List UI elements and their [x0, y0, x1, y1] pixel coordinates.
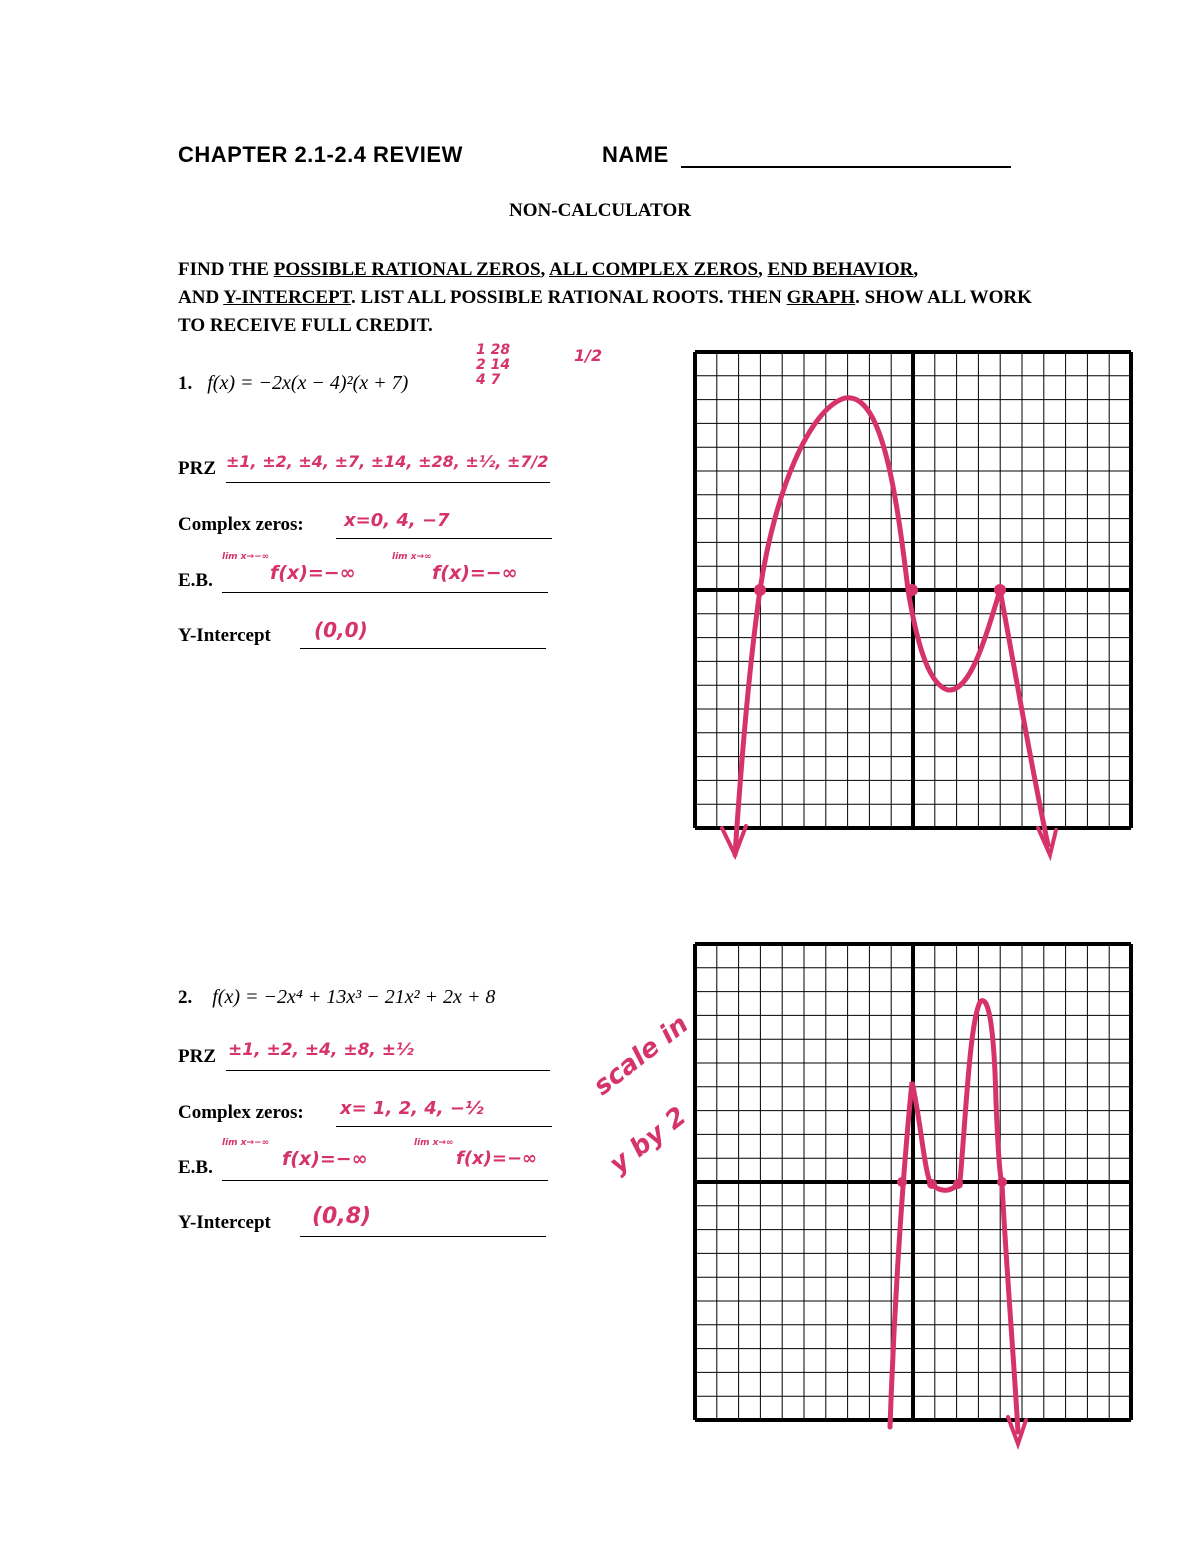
- yint-label-1: Y-Intercept: [178, 625, 271, 646]
- keyword-all-complex-zeros: ALL COMPLEX ZEROS: [548, 259, 759, 280]
- eb-lim-right-1: lim x→∞: [392, 552, 432, 562]
- zeros-answer-1[interactable]: x=0, 4, −7: [344, 510, 450, 531]
- eb-label-1: E.B.: [178, 570, 213, 591]
- zeros-label-1: Complex zeros:: [178, 514, 304, 535]
- zero-point-0: [906, 584, 918, 596]
- grid-2: [695, 944, 1131, 1420]
- zeros-answer-2[interactable]: x= 1, 2, 4, −½: [340, 1098, 484, 1119]
- keyword-y-intercept: Y-INTERCEPT: [223, 287, 351, 308]
- eb-line-1: [222, 592, 548, 593]
- prz-label-1: PRZ: [178, 458, 216, 479]
- problem-2-equation: 2. f(x) = −2x⁴ + 13x³ − 21x² + 2x + 8: [178, 986, 496, 1008]
- zero-point-neg7: [754, 584, 766, 596]
- keyword-end-behavior: END BEHAVIOR: [767, 259, 914, 280]
- prz-line-1: [226, 482, 550, 483]
- name-label: NAME: [602, 142, 669, 167]
- yint-line-2: [300, 1236, 546, 1237]
- eb-answer-left-2[interactable]: f(x)=−∞: [282, 1148, 368, 1170]
- zero-point-4b: [997, 1177, 1007, 1187]
- worksheet-title: CHAPTER 2.1-2.4 REVIEW: [178, 142, 463, 167]
- prz-answer-1[interactable]: ±1, ±2, ±4, ±7, ±14, ±28, ±½, ±7/2: [226, 452, 549, 471]
- zeros-line-2: [336, 1126, 552, 1127]
- yint-line-1: [300, 648, 546, 649]
- keyword-possible-rational-zeros: POSSIBLE RATIONAL ZEROS: [273, 259, 541, 280]
- curve-2: [890, 1001, 1018, 1432]
- prz-line-2: [226, 1070, 550, 1071]
- factor-notes-1: 1 28 2 14 4 7: [476, 342, 511, 388]
- side-note-scale: scale in: [588, 1009, 695, 1102]
- eb-answer-left-1[interactable]: f(x)=−∞: [270, 562, 356, 584]
- fraction-note-1: 1/2: [574, 346, 603, 365]
- zeros-line-1: [336, 538, 552, 539]
- eb-answer-right-1[interactable]: f(x)=−∞: [432, 562, 518, 584]
- zero-point-1: [927, 1179, 937, 1189]
- eb-lim-left-2: lim x→−∞: [222, 1138, 270, 1148]
- prz-label-2: PRZ: [178, 1046, 216, 1067]
- name-field: [602, 142, 1011, 168]
- eb-line-2: [222, 1180, 548, 1181]
- subtitle: NON-CALCULATOR: [509, 200, 691, 221]
- zero-point-2: [953, 1179, 963, 1189]
- graph-2[interactable]: [680, 932, 1150, 1462]
- yint-label-2: Y-Intercept: [178, 1212, 271, 1233]
- zeros-label-2: Complex zeros:: [178, 1102, 304, 1123]
- eb-lim-right-2: lim x→∞: [414, 1138, 454, 1148]
- name-blank-line[interactable]: [681, 146, 1011, 168]
- zero-point-neg-half: [897, 1177, 907, 1187]
- eb-lim-left-1: lim x→−∞: [222, 552, 270, 562]
- zero-point-4: [994, 584, 1006, 596]
- problem-1-equation: 1. f(x) = −2x(x − 4)²(x + 7): [178, 372, 409, 394]
- eb-label-2: E.B.: [178, 1157, 213, 1178]
- side-note-y-by-2: y by 2: [604, 1101, 693, 1180]
- prz-answer-2[interactable]: ±1, ±2, ±4, ±8, ±½: [228, 1040, 414, 1060]
- yint-answer-1[interactable]: (0,0): [314, 618, 368, 642]
- eb-answer-right-2[interactable]: f(x)=−∞: [456, 1148, 538, 1169]
- instructions: FIND THE POSSIBLE RATIONAL ZEROS, ALL COMPLEX ZEROS, END BEHAVIOR, AND Y-INTERCEPT. LIST ALL POSSIBLE RATIONAL ROOTS. THEN GRAPH. SHOW ALL WORK TO RECEIVE FULL CREDIT.: [178, 259, 1032, 336]
- keyword-graph: GRAPH: [786, 287, 856, 308]
- yint-answer-2[interactable]: (0,8): [312, 1204, 372, 1229]
- graph-1[interactable]: [680, 340, 1150, 870]
